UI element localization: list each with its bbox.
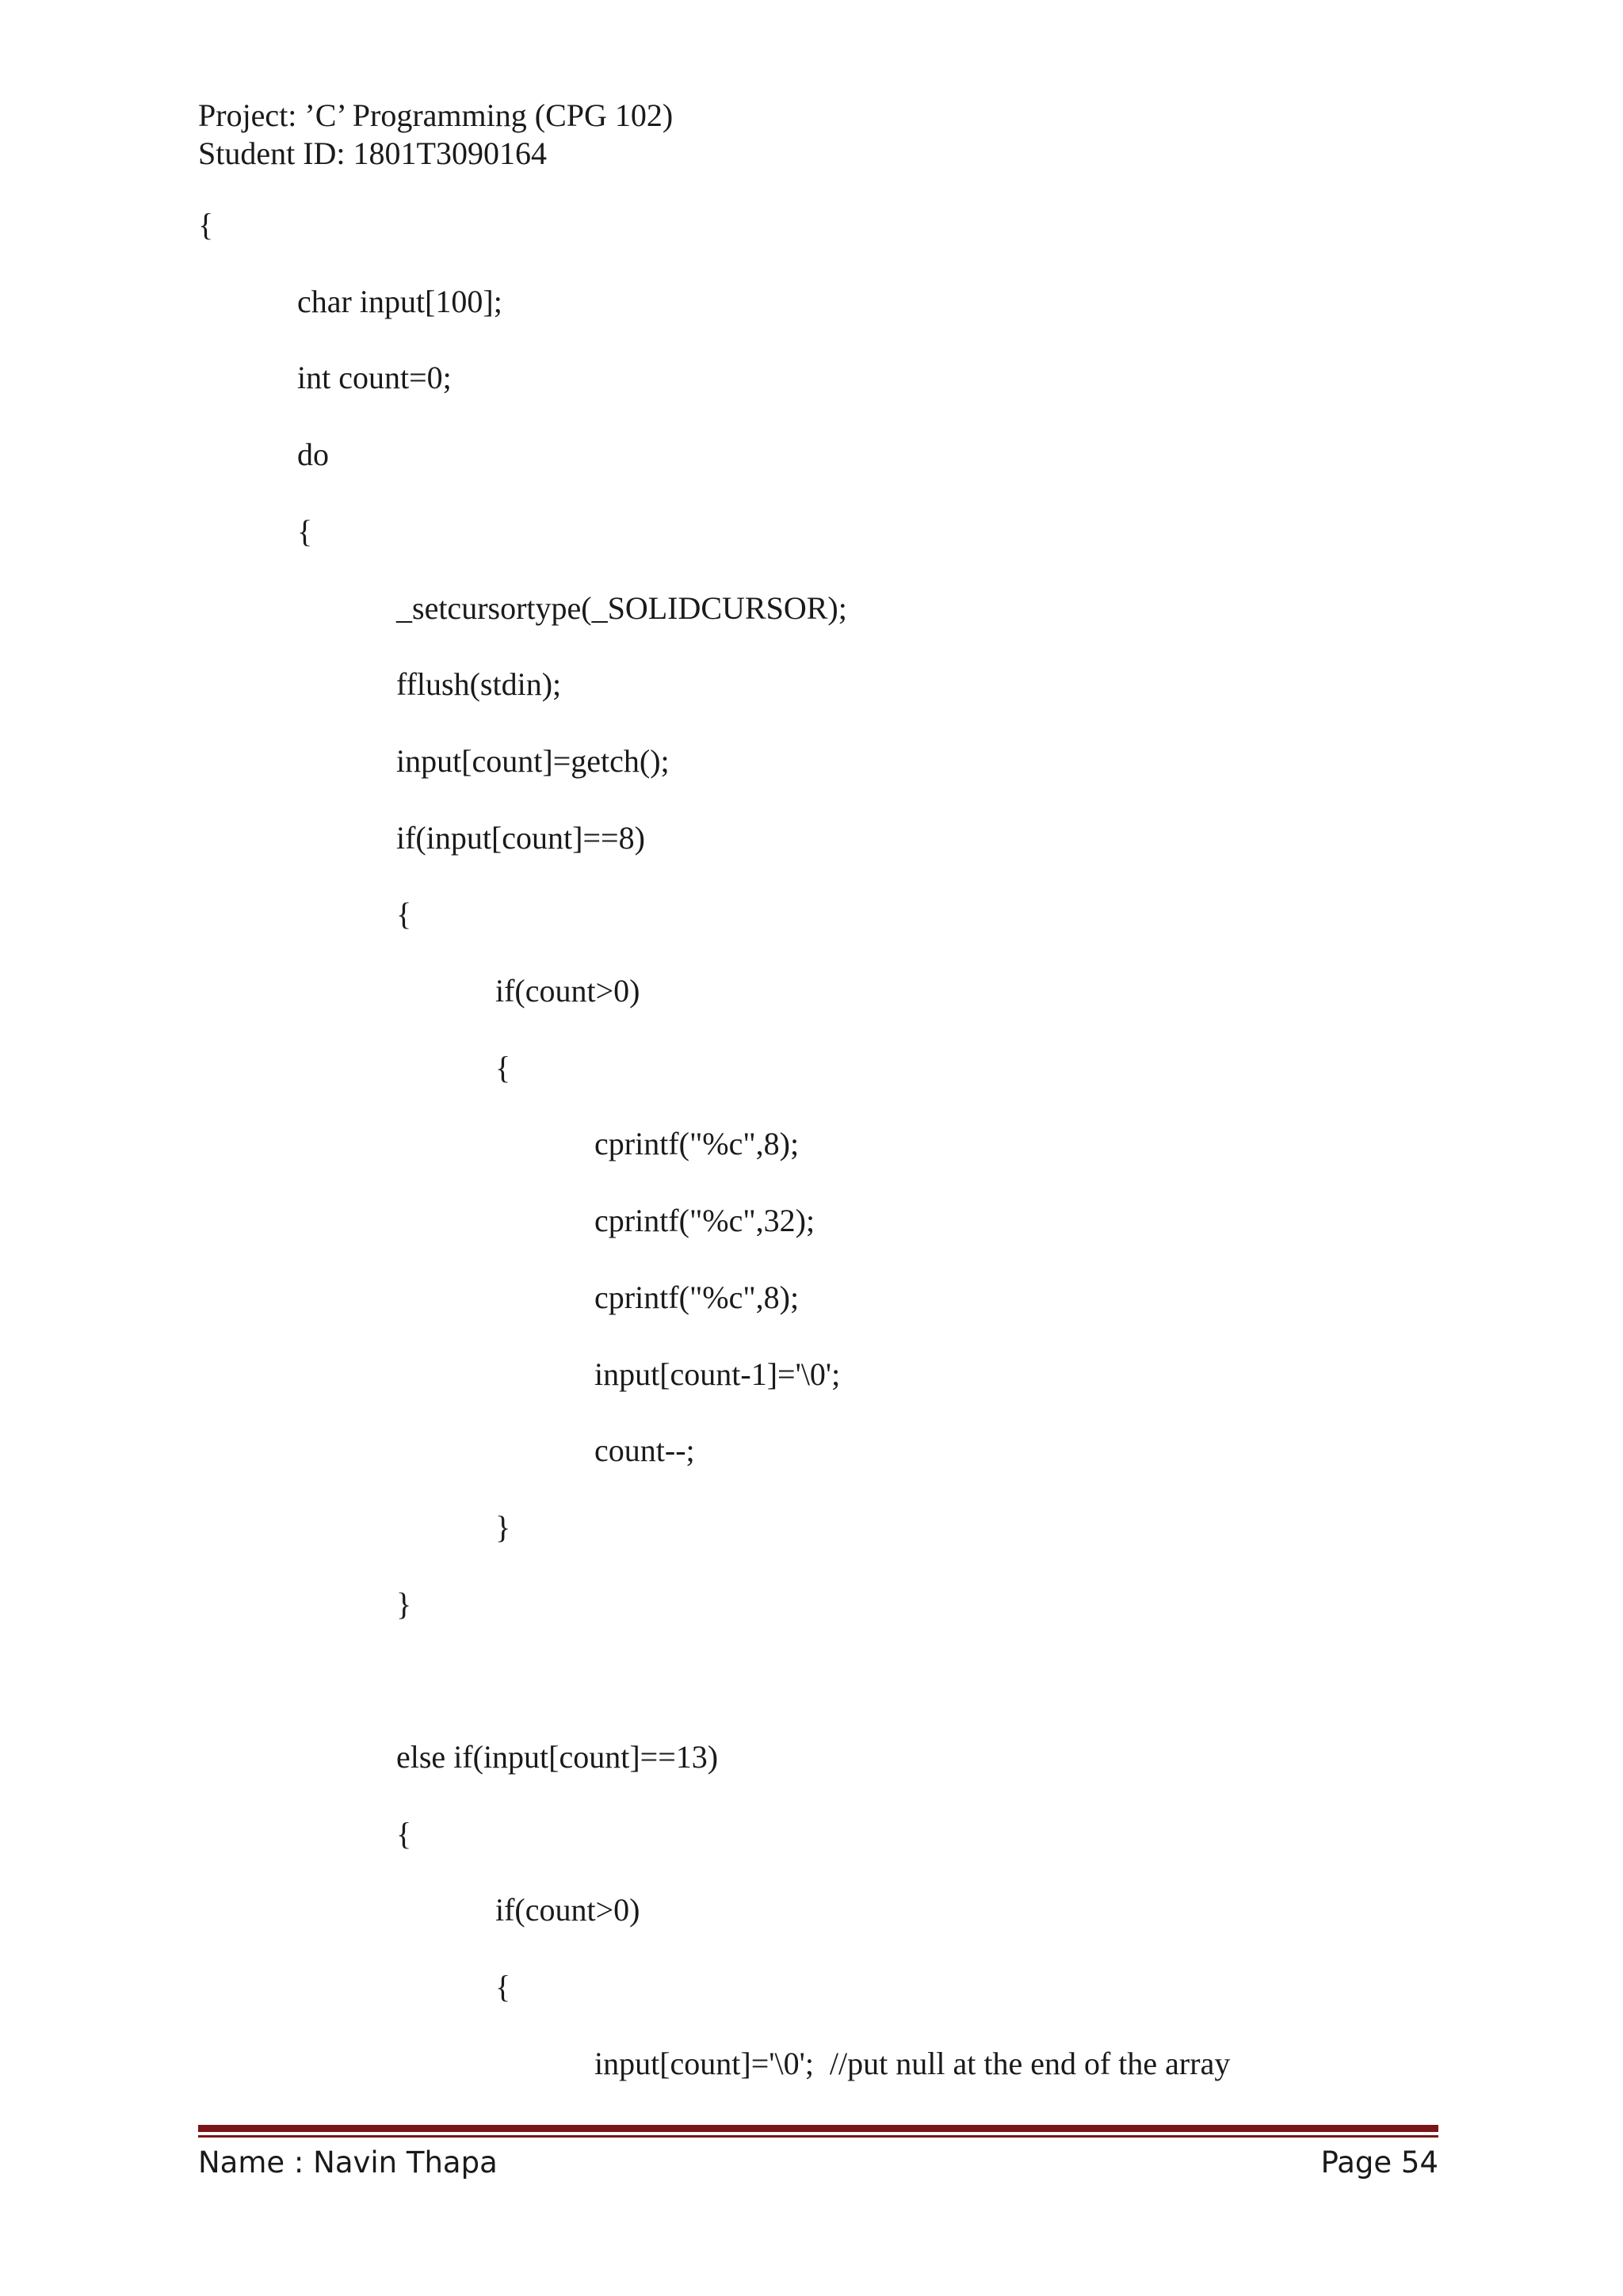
code-line: else if(input[count]==13) xyxy=(396,1739,719,1775)
student-id: Student ID: 1801T3090164 xyxy=(198,135,547,171)
code-line: cprintf("%c",8); xyxy=(594,1126,800,1161)
code-line: input[count]=getch(); xyxy=(396,743,670,779)
code-line: cprintf("%c",8); xyxy=(594,1280,800,1315)
code-line: do xyxy=(297,437,329,472)
code-line: fflush(stdin); xyxy=(396,666,562,702)
code-line: { xyxy=(297,513,313,549)
code-line: cprintf("%c",32); xyxy=(594,1203,815,1238)
code-line: if(count>0) xyxy=(495,973,640,1009)
page-header xyxy=(198,97,673,173)
code-line: _setcursortype(_SOLIDCURSOR); xyxy=(396,590,847,626)
code-line: } xyxy=(495,1509,511,1545)
code-line: char input[100]; xyxy=(297,284,502,319)
code-line: int count=0; xyxy=(297,360,452,395)
author-name: Name : Navin Thapa xyxy=(198,2145,498,2180)
footer-rule-thick xyxy=(198,2125,1438,2132)
code-line: } xyxy=(396,1586,412,1622)
code-line: { xyxy=(495,1050,511,1085)
code-line: if(count>0) xyxy=(495,1892,640,1928)
code-line: { xyxy=(396,1816,412,1852)
code-line: input[count]='\0'; //put null at the end of the array xyxy=(594,2046,1231,2081)
page-number: Page 54 xyxy=(1320,2145,1438,2180)
code-line: { xyxy=(495,1969,511,2004)
code-line: count--; xyxy=(594,1432,695,1468)
project-title: Project: ’C’ Programming (CPG 102) xyxy=(198,97,674,133)
code-line: if(input[count]==8) xyxy=(396,820,645,856)
code-line: input[count-1]='\0'; xyxy=(594,1356,841,1392)
footer-rule-thin xyxy=(198,2135,1438,2138)
code-line: { xyxy=(198,207,214,242)
code-line: { xyxy=(396,896,412,932)
